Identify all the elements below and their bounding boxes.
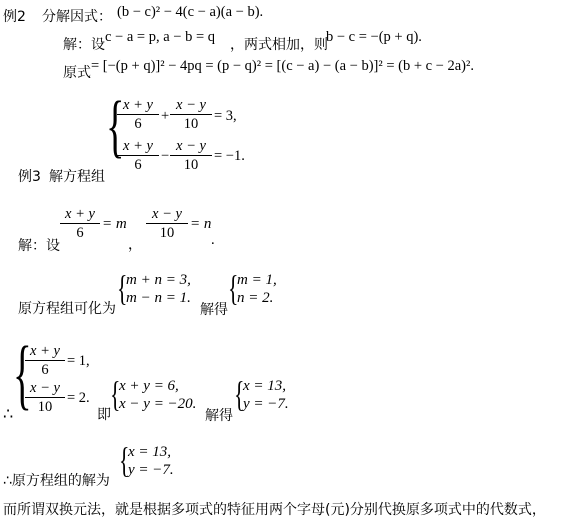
eq1-fraction-2: x − y 10 bbox=[170, 97, 212, 132]
example-2-label: 例2 bbox=[3, 9, 26, 25]
xy-system-eq1: x + y = 6, bbox=[119, 378, 179, 394]
final-solution-eq1: x = 13, bbox=[128, 444, 172, 460]
let-fraction-2: x − y 10 bbox=[146, 206, 188, 241]
converted-system-brace: { bbox=[117, 268, 128, 308]
xy-system-eq2: x − y = −20. bbox=[119, 396, 197, 412]
xy-solution-eq1: x = 13, bbox=[243, 378, 287, 394]
substitution-expression: c − a = p, a − b = q bbox=[105, 29, 216, 45]
eq1-rhs: = 3, bbox=[214, 108, 237, 124]
final-solution-brace: { bbox=[119, 440, 130, 480]
mn-solution-eq2: n = 2. bbox=[237, 290, 274, 306]
mn-solution-eq1: m = 1, bbox=[237, 272, 277, 288]
eq2-operator: − bbox=[161, 148, 170, 164]
example-3-label: 例3 bbox=[18, 169, 41, 185]
let-fraction-1: x + y 6 bbox=[60, 206, 100, 241]
let-rhs-n: = n bbox=[190, 216, 212, 232]
example-2-expression: (b − c)² − 4(c − a)(a − b). bbox=[117, 4, 264, 20]
let-label: 解：设 bbox=[18, 238, 60, 254]
xy-solution-brace: { bbox=[234, 374, 245, 414]
solution-let-label: 解：设 bbox=[63, 37, 105, 53]
eq1-operator: + bbox=[161, 108, 170, 124]
eq2-fraction-2: x − y 10 bbox=[170, 138, 212, 173]
double-substitution-paragraph: 而所谓双换元法，就是根据多项式的特征用两个字母(元)分别代换原多项式中的代数式， bbox=[3, 502, 546, 518]
back-fraction-1: x + y 6 bbox=[25, 343, 65, 378]
system-brace: { bbox=[106, 88, 125, 165]
back-eq2-rhs: = 2. bbox=[67, 390, 90, 406]
eq2-fraction-1: x + y 6 bbox=[117, 138, 159, 173]
ji-label: 即 bbox=[97, 407, 111, 423]
therefore-symbol: ∴ bbox=[3, 406, 14, 423]
solve-label-1: 解得 bbox=[200, 302, 228, 318]
final-solution-label: ∴原方程组的解为 bbox=[3, 473, 110, 489]
sum-expression: b − c = −(p + q). bbox=[326, 29, 422, 45]
final-solution-eq2: y = −7. bbox=[128, 462, 174, 478]
let-period: . bbox=[211, 232, 215, 248]
converted-system-label: 原方程组可化为 bbox=[18, 301, 116, 317]
back-sub-brace: { bbox=[13, 330, 32, 417]
xy-solution-eq2: y = −7. bbox=[243, 396, 289, 412]
eq1-fraction-1: x + y 6 bbox=[117, 97, 159, 132]
eq2-rhs: = −1. bbox=[214, 148, 245, 164]
let-comma: ， bbox=[128, 237, 142, 253]
example-3-task: 解方程组 bbox=[49, 169, 105, 185]
let-rhs-m: = m bbox=[102, 216, 127, 232]
converted-eq1: m + n = 3, bbox=[126, 272, 191, 288]
mn-solution-brace: { bbox=[228, 268, 239, 308]
back-fraction-2: x − y 10 bbox=[25, 380, 65, 415]
example-2-task: 分解因式： bbox=[42, 9, 112, 25]
back-eq1-rhs: = 1, bbox=[67, 353, 90, 369]
solve-label-2: 解得 bbox=[205, 408, 233, 424]
original-expression-steps: = [−(p + q)]² − 4pq = (p − q)² = [(c − a) − (a − b)]² = (b + c − 2a)². bbox=[91, 58, 474, 74]
xy-system-brace: { bbox=[110, 374, 121, 414]
original-expression-label: 原式 bbox=[63, 65, 91, 81]
converted-eq2: m − n = 1. bbox=[126, 290, 191, 306]
solution-middle-text: ，两式相加，则 bbox=[230, 37, 328, 53]
